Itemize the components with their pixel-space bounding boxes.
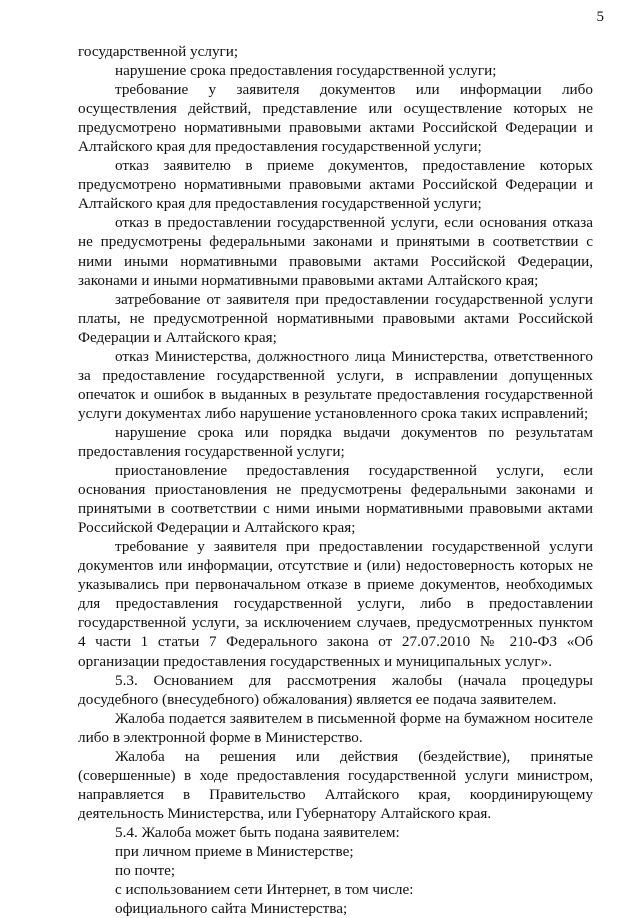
paragraph: приостановление предоставления государственной услуги, если основания приостановления не предусмотрены федеральными законами и принятыми в соответствии с ними иными нормативными правовыми актами Российской Федерации и Алтайского края; (78, 462, 593, 537)
paragraph: Жалоба на решения или действия (бездействие), принятые (совершенные) в ходе предоставления государственной услуги министром, направляется в Правительство Алтайского края, координирующему деятельность Министерства, или Губернатору Алтайского края. (78, 747, 593, 822)
paragraph: требование у заявителя документов или информации либо осуществления действий, представление или осуществление которых не предусмотрено нормативными правовыми актами Российской Федерации и Алтайского края для предоставления государственной услуги; (78, 81, 593, 156)
paragraph: 5.3. Основанием для рассмотрения жалобы (начала процедуры досудебного (внесудебного) обжалования) является ее подача заявителем. (78, 671, 593, 708)
paragraph: по почте; (115, 862, 176, 880)
paragraph: при личном приеме в Министерстве; (115, 842, 354, 860)
document-body (78, 42, 593, 918)
paragraph: нарушение срока предоставления государственной услуги; (115, 62, 497, 80)
paragraph: отказ Министерства, должностного лица Министерства, ответственного за предоставление государственной услуги, в исправлении допущенных опечаток и ошибок в выданных в результате предоставления государственной услуги документах либо нарушение установленного срока таких исправлений; (78, 347, 593, 422)
paragraph: нарушение срока или порядка выдачи документов по результатам предоставления государственной услуги; (78, 423, 593, 460)
paragraph: отказ в предоставлении государственной услуги, если основания отказа не предусмотрены федеральными законами и принятыми в соответствии с ними иными нормативными правовыми актами Российской Федерации, законами и иными нормативными правовыми актами Алтайского края; (78, 214, 593, 289)
paragraph: официального сайта Министерства; (115, 900, 348, 918)
page-number: 5 (596, 9, 604, 25)
paragraph: затребование от заявителя при предоставлении государственной услуги платы, не предусмотренной нормативными правовыми актами Российской Федерации и Алтайского края; (78, 290, 593, 346)
paragraph: государственной услуги; (78, 43, 239, 60)
paragraph: отказ заявителю в приеме документов, предоставление которых предусмотрено нормативными правовыми актами Российской Федерации и Алтайского края для предоставления государственной услуги; (78, 157, 593, 213)
paragraph: с использованием сети Интернет, в том числе: (115, 881, 414, 899)
paragraph: требование у заявителя при предоставлении государственной услуги документов или информации, отсутствие и (или) недостоверность которых не указывались при первоначальном отказе в приеме документов, необходимых для предоставления государственной услуги, либо в предоставлении государственной услуги, за исключением случаев, предусмотренных пунктом 4 части 1 статьи 7 Федерального закона от 27.07.2010 № 210-ФЗ «Об организации предоставления государственных и муниципальных услуг». (78, 538, 593, 670)
paragraph: Жалоба подается заявителем в письменной форме на бумажном носителе либо в электронной форме в Министерство. (78, 709, 593, 746)
paragraph: 5.4. Жалоба может быть подана заявителем: (115, 823, 400, 841)
